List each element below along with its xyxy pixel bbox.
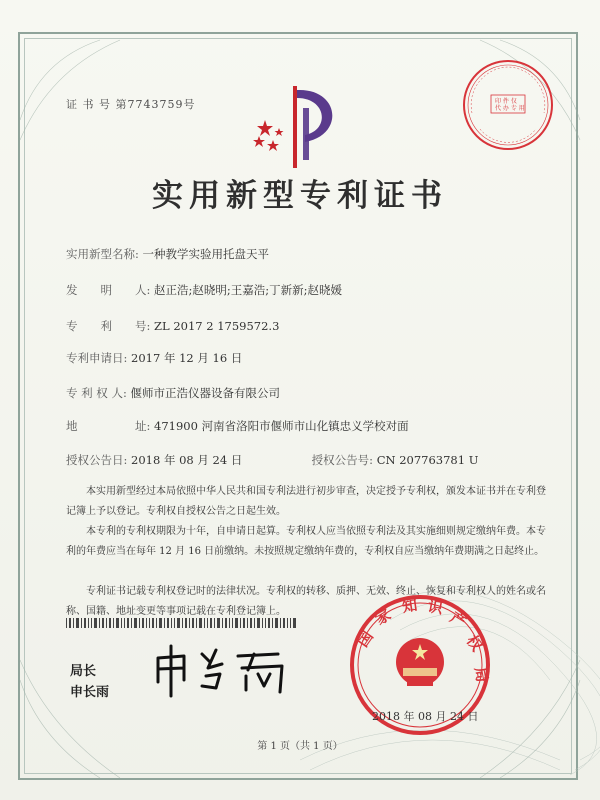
field-label: 专利申请日: [66, 351, 128, 365]
field-label: 地 址: [66, 419, 151, 433]
director-title: 局长 [70, 664, 97, 679]
barcode [66, 618, 298, 628]
field-value: ZL 2017 2 1759572.3 [154, 319, 280, 333]
field-label: 发 明 人: [66, 283, 151, 297]
agency-stamp [458, 55, 558, 155]
page-number: 第 1 页（共 1 页） [257, 741, 343, 752]
field-application-date [66, 350, 242, 366]
svg-text:产: 产 [446, 608, 470, 632]
announce-number-label: 授权公告号: [311, 453, 374, 467]
svg-text:国: 国 [353, 627, 377, 651]
field-value: 一种教学实验用托盘天平 [142, 247, 270, 261]
paragraph-grant: 本实用新型经过本局依照中华人民共和国专利法进行初步审查，决定授予专利权，颁发本证书并在专利登记簿上予以登记。专利权自授权公告之日起生效。 [66, 486, 546, 517]
svg-text:家: 家 [372, 605, 395, 629]
director-signature [150, 640, 300, 700]
svg-text:代 办 专 用: 代 办 专 用 [495, 105, 525, 112]
field-value: 2017 年 12 月 16 日 [131, 351, 243, 365]
certificate-number: 证 书 号 第7743759号 [66, 98, 196, 111]
svg-text:知: 知 [401, 596, 419, 616]
field-patentee [66, 385, 280, 401]
svg-text:局: 局 [471, 665, 492, 684]
field-address [66, 418, 409, 434]
announce-date-value: 2018 年 08 月 24 日 [131, 453, 243, 467]
field-label: 专 利 号: [66, 319, 151, 333]
field-utility-model-name [66, 246, 269, 262]
field-value: 471900 河南省洛阳市偃师市山化镇忠义学校对面 [154, 419, 409, 433]
director-name: 申长雨 [70, 685, 110, 700]
paragraph-term: 本专利的专利权期限为十年，自申请日起算。专利权人应当依照专利法及其实施细则规定缴纳年费。本专利的年费应当在每年 12 月 16 日前缴纳。未按照规定缴纳年费的，专利权自应当缴纳年费期满之日起终止。 [66, 526, 546, 557]
svg-text:识: 识 [426, 597, 445, 618]
svg-text:权: 权 [462, 631, 487, 655]
certificate-title: 实用新型专利证书 [152, 178, 448, 214]
field-inventors [66, 282, 342, 298]
seal-date: 2018 年 08 月 24 日 [372, 710, 479, 723]
svg-text:印 件 仅: 印 件 仅 [495, 98, 517, 105]
announce-date-label: 授权公告日: [66, 453, 128, 467]
announce-number-value: CN 207763781 U [376, 453, 479, 467]
field-label: 实用新型名称: [66, 247, 139, 261]
field-value: 偃师市正浩仪器设备有限公司 [130, 386, 280, 400]
field-patent-number [66, 318, 279, 334]
field-announcement [66, 452, 478, 468]
field-label: 专 利 权 人: [66, 386, 127, 400]
patent-office-logo [245, 80, 355, 175]
field-value: 赵正浩;赵晓明;王嘉浩;丁新新;赵晓媛 [154, 283, 343, 297]
paragraph-record: 专利证书记载专利权登记时的法律状况。专利权的转移、质押、无效、终止、恢复和专利权人的姓名或名称、国籍、地址变更等事项记载在专利登记簿上。 [66, 586, 546, 617]
